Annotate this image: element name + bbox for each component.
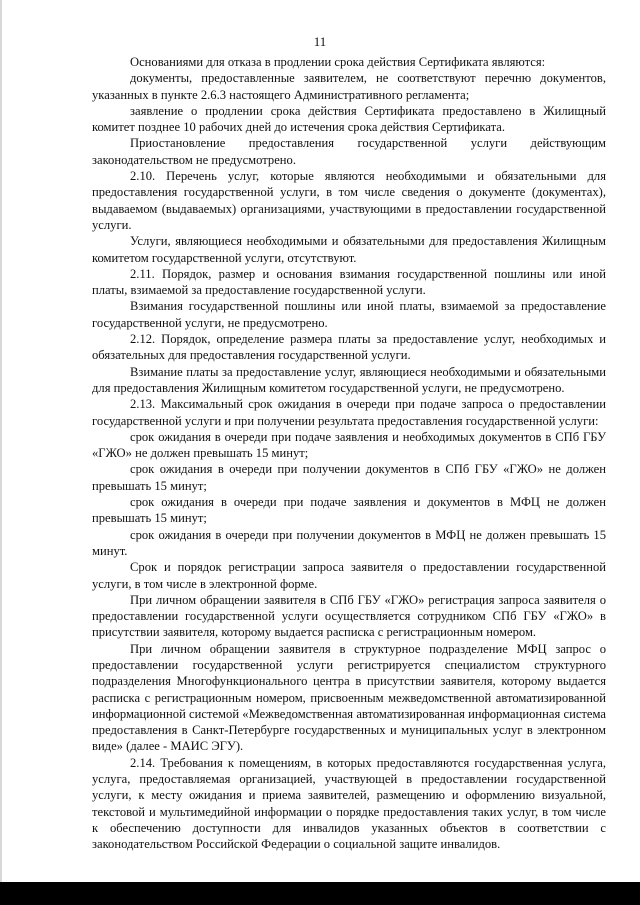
paragraph-section-2-12: 2.12. Порядок, определение размера платы за предоставление услуг, необходимых и обязательных для предоставления государственной услуги. [92, 332, 606, 363]
paragraph-suspension: Приостановление предоставления государственной услуги действующим законодательством не предусмотрено. [92, 136, 606, 167]
paragraph-services-absent: Услуги, являющиеся необходимыми и обязательными для предоставления Жилищным комитетом государственной услуги, отсутствуют. [92, 234, 606, 265]
paragraph-no-fee: Взимания государственной пошлины или иной платы, взимаемой за предоставление государственной услуги, не предусмотрено. [92, 299, 606, 330]
paragraph-refusal-grounds: Основаниями для отказа в продлении срока действия Сертификата являются: [130, 55, 546, 69]
paragraph-registration-gzho: При личном обращении заявителя в СПб ГБУ «ГЖО» регистрация запроса заявителя о предоставлении государственной услуги осуществляется сотрудником СПб ГБУ «ГЖО» в присутствии заявителя, которому выдается расписка с регистрационным номером. [92, 592, 606, 640]
paragraph-wait-mfc-receive: срок ожидания в очереди при получении документов в МФЦ не должен превышать 15 минут. [92, 527, 606, 558]
paragraph-section-2-13: 2.13. Максимальный срок ожидания в очереди при подаче запроса о предоставлении государственной услуги и при получении результата предоставления государственной услуги: [92, 397, 606, 428]
page-number: 11 [313, 34, 327, 49]
paragraph-wait-gzho-submit: срок ожидания в очереди при подаче заявления и необходимых документов в СПб ГБУ «ГЖО» не должен превышать 15 минут; [92, 429, 606, 461]
paragraph-section-2-14: 2.14. Требования к помещениям, в которых предоставляются государственная услуга, услуга, предоставляемая организацией, участвующей в предоставлении государственной услуги, к месту ожидания и приема заявителей, размещению и оформлению визуальной, текстовой и мультимедийной информации о порядке предоставления таких услуг, в том числе к обеспечению доступности для инвалидов указанных объектов в соответствии с законодательством Российской Федерации о социальной защите инвалидов. [92, 755, 606, 852]
paragraph-documents-mismatch: документы, предоставленные заявителем, не соответствуют перечню документов, указанных в пункте 2.6.3 настоящего Административного регламента; [92, 71, 606, 102]
paragraph-late-application: заявление о продлении срока действия Сертификата предоставлено в Жилищный комитет позднее 10 рабочих дней до истечения срока действия Сертификата. [92, 103, 606, 135]
paragraph-registration-heading: Срок и порядок регистрации запроса заявителя о предоставлении государственной услуги, в том числе в электронной форме. [92, 560, 606, 591]
paragraph-section-2-10: 2.10. Перечень услуг, которые являются необходимыми и обязательными для предоставления государственной услуги, в том числе сведения о документе (документах), выдаваемом (выдаваемых) организациями, участвующими в предоставлении государственной услуги. [92, 169, 606, 232]
paragraph-registration-mfc: При личном обращении заявителя в структурное подразделение МФЦ запрос о предоставлении государственной услуги регистрируется специалистом структурного подразделения Многофункционального центра в присутствии заявителя, которому выдается расписка с регистрационным номером, присвоенным межведомственной автоматизированной информационной системой «Межведомственная автоматизированная информационная система предоставления в Санкт-Петербурге государственных и муниципальных услуг в электронном виде» (далее - МАИС ЭГУ). [92, 641, 606, 754]
document-body [92, 54, 606, 853]
paragraph-wait-gzho-receive: срок ожидания в очереди при получении документов в СПб ГБУ «ГЖО» не должен превышать 15 минут; [92, 462, 606, 493]
scan-bottom-bar [0, 882, 640, 905]
paragraph-no-payment: Взимание платы за предоставление услуг, являющиеся необходимыми и обязательными для предоставления Жилищным комитетом государственной услуги, не предусмотрено. [92, 364, 606, 395]
paragraph-section-2-11: 2.11. Порядок, размер и основания взимания государственной пошлины или иной платы, взимаемой за предоставление государственной услуги. [92, 266, 606, 298]
paragraph-wait-mfc-submit: срок ожидания в очереди при подаче заявления и документов в МФЦ не должен превышать 15 минут; [92, 495, 606, 526]
